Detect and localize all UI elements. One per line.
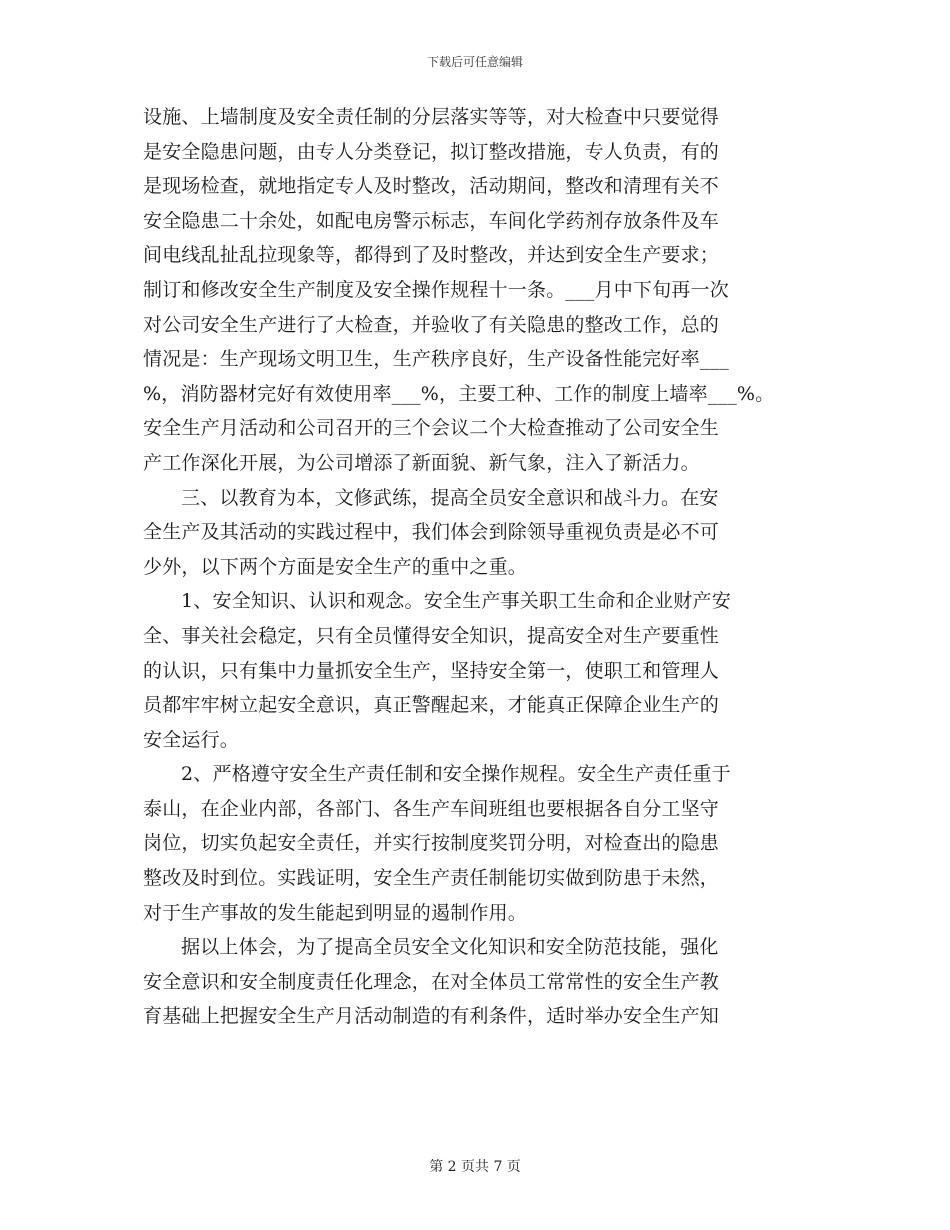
text-line: 整改及时到位。实践证明，安全生产责任制能切实做到防患于未然， [143, 867, 720, 890]
text-line: 1、安全知识、认识和观念。安全生产事关职工生命和企业财产安 [181, 590, 731, 613]
page-header: 下载后可任意编辑 [426, 55, 523, 69]
text-line: 全生产及其活动的实践过程中，我们体会到除领导重视负责是必不可 [143, 521, 720, 544]
text-line: 岗位，切实负起安全责任，并实行按制度奖罚分明，对检查出的隐患 [143, 832, 720, 855]
text-line: 2、严格遵守安全生产责任制和安全操作规程。安全生产责任重于 [181, 763, 731, 786]
text-line: 育基础上把握安全生产月活动制造的有利条件，适时举办安全生产知 [143, 1005, 720, 1028]
text-line: 安全隐患二十余处，如配电房警示标志，车间化学药剂存放条件及车 [143, 209, 720, 232]
text-line: 是现场检查，就地指定专人及时整改，活动期间，整改和清理有关不 [143, 175, 720, 198]
text-line: 对于生产事故的发生能起到明显的遏制作用。 [143, 901, 528, 924]
text-line: %，消防器材完好有效使用率___%，主要工种、工作的制度上墙率___%。 [143, 382, 775, 405]
text-line: 安全生产月活动和公司召开的三个会议二个大检查推动了公司安全生 [143, 417, 720, 440]
text-line: 对公司安全生产进行了大检查，并验收了有关隐患的整改工作，总的 [143, 313, 720, 336]
text-line: 安全运行。 [143, 728, 240, 751]
text-line: 安全意识和安全制度责任化理念，在对全体员工常常性的安全生产教 [143, 970, 720, 993]
text-line: 少外，以下两个方面是安全生产的重中之重。 [143, 555, 528, 578]
text-line: 泰山，在企业内部，各部门、各生产车间班组也要根据各自分工坚守 [143, 797, 720, 820]
text-line: 间电线乱扯乱拉现象等，都得到了及时整改，并达到安全生产要求； [143, 244, 720, 267]
text-line: 据以上体会，为了提高全员安全文化知识和安全防范技能，强化 [181, 936, 719, 959]
text-line: 产工作深化开展，为公司增添了新面貌、新气象，注入了新活力。 [143, 451, 700, 474]
text-line: 三、以教育为本，文修武练，提高全员安全意识和战斗力。在安 [181, 486, 719, 509]
document-body [143, 100, 823, 1034]
text-line: 情况是：生产现场文明卫生，生产秩序良好，生产设备性能完好率___ [143, 348, 729, 371]
text-line: 的认识，只有集中力量抓安全生产，坚持安全第一，使职工和管理人 [143, 659, 720, 682]
text-line: 全、事关社会稳定，只有全员懂得安全知识，提高安全对生产要重性 [143, 624, 720, 647]
text-line: 是安全隐患问题，由专人分类登记，拟订整改措施，专人负责，有的 [143, 140, 720, 163]
text-line: 设施、上墙制度及安全责任制的分层落实等等，对大检查中只要觉得 [143, 106, 720, 128]
page-footer: 第 2 页共 7 页 [429, 1159, 521, 1175]
text-line: 制订和修改安全生产制度及安全操作规程十一条。___月中下旬再一次 [143, 278, 729, 301]
text-line: 员都牢牢树立起安全意识，真正警醒起来，才能真正保障企业生产的 [143, 694, 720, 717]
